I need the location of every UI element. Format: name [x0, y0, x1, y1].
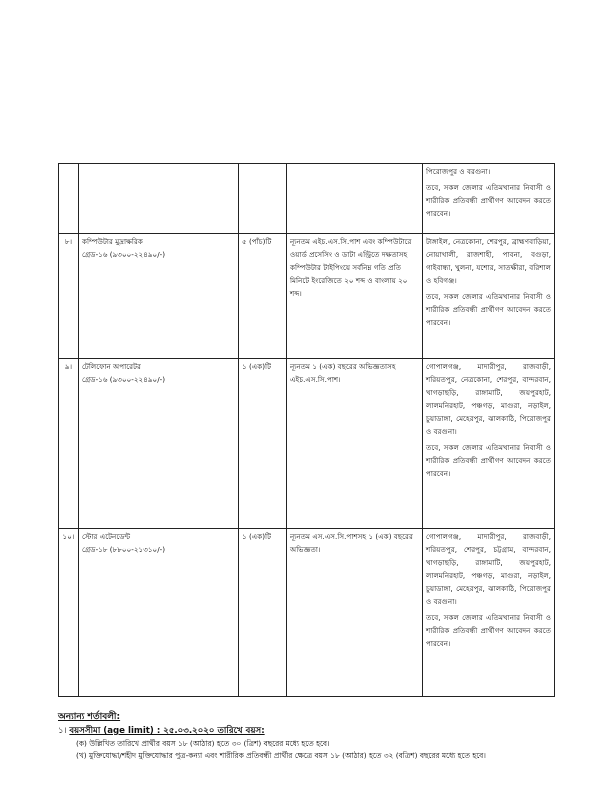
table-row: [59, 529, 555, 697]
count-cell: ১ (এক)টি: [239, 359, 287, 529]
age-condition-b: (খ) মুক্তিযোদ্ধা/শহীদ মুক্তিযোদ্ধার পুত্র-কন্যা এবং শারীরিক প্রতিবন্ধী প্রার্থীর ক্ষেত্রে বয়স ১৮ (আঠার) হতে ৩২ (বত্রিশ) বছরের মধ্যে হতে হবে।: [76, 751, 486, 760]
qualification-cell: [287, 164, 423, 234]
districts-note: তবে, সকল জেলার এতিমখানার নিবাসী ও শারীরিক প্রতিবন্ধী প্রার্থীগণ আবেদন করতে পারবেন।: [426, 443, 551, 478]
districts-cell: [423, 529, 555, 697]
post-grade: গ্রেড-১৬ (৯৩০০-২২৪৯০/-): [82, 375, 166, 384]
post-cell: [79, 359, 239, 529]
age-limit-line: [58, 724, 558, 738]
districts-note: তবে, সকল জেলার এতিমখানার নিবাসী ও শারীরিক প্রতিবন্ধী প্রার্থীগণ আবেদন করতে পারবেন।: [426, 613, 551, 648]
post-cell: [79, 234, 239, 359]
other-conditions: [58, 710, 558, 762]
count-cell: ৫ (পাঁচ)টি: [239, 234, 287, 359]
qualification-cell: ন্যূনতম এইচ.এস.সি.পাশ এবং কম্পিউটারে ওয়ার্ড প্রসেসিং ও ডাটা এন্ট্রিতে দক্ষতাসহ কম্পিউটার টাইপিংয়ে সর্বনিম্ন গতি প্রতি মিনিটে ইংরেজিতে ২০ শব্দ ও বাংলায় ২০ শব্দ।: [287, 234, 423, 359]
districts-list: পিরোজপুর ও বরগুনা।: [426, 167, 491, 176]
serial-cell: ৯।: [59, 359, 79, 529]
age-limit-number: ১।: [58, 726, 67, 736]
serial-cell: ৮।: [59, 234, 79, 359]
serial-cell: ১০।: [59, 529, 79, 697]
count-cell: [239, 164, 287, 234]
count-cell: ১ (এক)টি: [239, 529, 287, 697]
table-row: [59, 234, 555, 359]
districts-list: টাঙ্গাইল, নেত্রকোনা, শেরপুর, ব্রাহ্মণবাড়িয়া, নোয়াখালী, রাজশাহী, পাবনা, বগুড়া, গাইবান্ধা, খুলনা, যশোর, সাতক্ষীরা, বরিশাল ও হবিগঞ্জ।: [426, 237, 551, 285]
post-name: স্টোর এটেনডেন্ট: [82, 532, 131, 541]
districts-list: গোপালগঞ্জ, মাদারীপুর, রাজবাড়ী, শরিয়তপুর, শেরপুর, চট্টগ্রাম, বান্দরবান, খাগড়াছড়ি, রাঙ্গামাটি, জয়পুরহাট, লালমনিরহাট, পঞ্চগড়, মাগুরা, নড়াইল, চুয়াডাঙ্গা, মেহেরপুর, ঝালকাঠি, পিরোজপুর ও বরগুনা।: [426, 532, 551, 606]
qualification-cell: ন্যূনতম এস.এস.সি.পাশসহ ১ (এক) বছরের অভিজ্ঞতা।: [287, 529, 423, 697]
post-cell: [79, 164, 239, 234]
conditions-heading: অন্যান্য শর্তাবলী:: [58, 712, 121, 722]
table-row: [59, 359, 555, 529]
districts-note: তবে, সকল জেলার এতিমখানার নিবাসী ও শারীরিক প্রতিবন্ধী প্রার্থীগণ আবেদন করতে পারবেন।: [426, 292, 551, 327]
districts-cell: [423, 359, 555, 529]
vacancy-table: [58, 163, 555, 697]
qualification-cell: ন্যূনতম ১ (এক) বছরের অভিজ্ঞতাসহ এইচ.এস.সি.পাশ।: [287, 359, 423, 529]
serial-cell: [59, 164, 79, 234]
table-row: [59, 164, 555, 234]
post-name: টেলিফোন অপারেটর: [82, 362, 141, 371]
districts-list: গোপালগঞ্জ, মাদারীপুর, রাজবাড়ী, শরিয়তপুর, নেত্রকোনা, শেরপুর, বান্দরবান, খাগড়াছড়ি, রাঙ্গামাটি, জয়পুরহাট, লালমনিরহাট, পঞ্চগড়, মাগুরা, নড়াইল, চুয়াডাঙ্গা, মেহেরপুর, ঝালকাঠি, পিরোজপুর ও বরগুনা।: [426, 362, 551, 436]
districts-cell: [423, 164, 555, 234]
districts-cell: [423, 234, 555, 359]
districts-note: তবে, সকল জেলার এতিমখানার নিবাসী ও শারীরিক প্রতিবন্ধী প্রার্থীগণ আবেদন করতে পারবেন।: [426, 183, 551, 218]
post-grade: গ্রেড-১৬ (৯৩০০-২২৪৯০/-): [82, 250, 166, 259]
post-name: কম্পিউটার মুদ্রাক্ষরিক: [82, 237, 143, 246]
age-limit-label: বয়সসীমা (age limit) : ২৫.০৩.২০২০ তারিখে বয়স:: [69, 726, 265, 736]
post-cell: [79, 529, 239, 697]
post-grade: গ্রেড-১৮ (৮৮০০-২১৩১০/-): [82, 545, 166, 554]
age-condition-a: (ক) উল্লিখিত তারিখে প্রার্থীর বয়স ১৮ (আঠার) হতে ৩০ (ত্রিশ) বছরের মধ্যে হতে হবে।: [76, 739, 330, 748]
